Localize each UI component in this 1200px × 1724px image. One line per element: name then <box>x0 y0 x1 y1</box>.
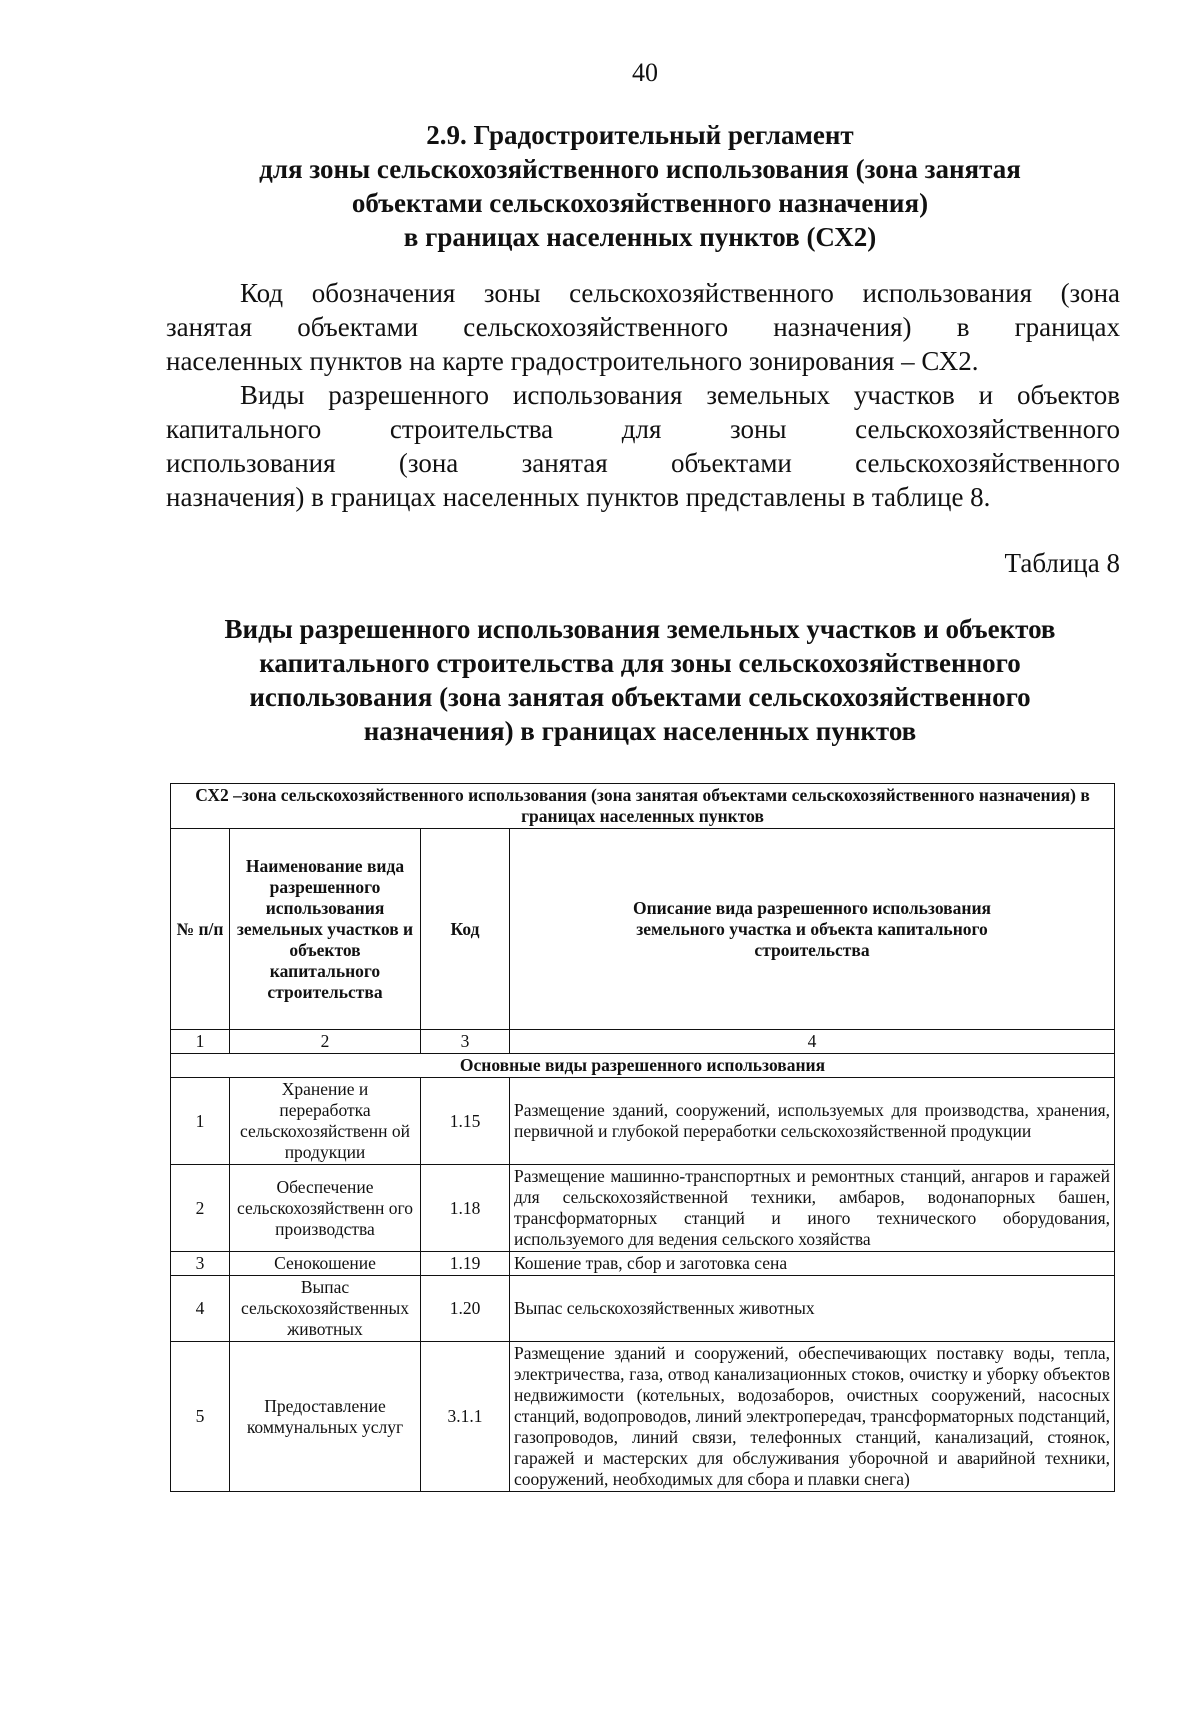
row-number: 3 <box>171 1252 230 1276</box>
table-title-line: капитального строительства для зоны сельскохозяйственного <box>259 648 1021 678</box>
row-number: 4 <box>171 1276 230 1342</box>
page-number: 40 <box>632 58 658 87</box>
col-number: 1 <box>171 1030 230 1054</box>
row-description: Размещение машинно-транспортных и ремонтных станций, ангаров и гаражей для сельскохозяйственной техники, амбаров, водонапорных башен, трансформаторных станций и иного технического оборудования, используемого для ведения сельского хозяйства <box>510 1165 1115 1252</box>
section-title-line: для зоны сельскохозяйственного использования (зона занятая <box>259 154 1021 184</box>
section-row <box>171 1054 1115 1078</box>
table-title-line: Виды разрешенного использования земельных участков и объектов <box>224 614 1056 644</box>
paragraph-line: капитального строительства для зоны сельскохозяйственного <box>166 414 1120 444</box>
table-row <box>171 1165 1115 1252</box>
paragraph-line: занятая объектами сельскохозяйственного назначения) в границах <box>166 312 1120 342</box>
section-title-line: в границах населенных пунктов (СХ2) <box>403 222 877 252</box>
row-description: Выпас сельскохозяйственных животных <box>510 1276 1115 1342</box>
row-code: 3.1.1 <box>421 1342 510 1492</box>
col-number: 4 <box>510 1030 1115 1054</box>
section-title-line: 2.9. Градостроительный регламент <box>426 120 854 150</box>
table-row <box>171 1276 1115 1342</box>
zone-header-cell: СХ2 –зона сельскохозяйственного использования (зона занятая объектами сельскохозяйственного назначения) в границах населенных пунктов <box>171 784 1115 829</box>
section-title-line: объектами сельскохозяйственного назначения) <box>351 188 929 218</box>
header-description: Описание вида разрешенного использования земельного участка и объекта капитального строительства <box>510 829 1115 1030</box>
row-description: Кошение трав, сбор и заготовка сена <box>510 1252 1115 1276</box>
paragraph-line: Виды разрешенного использования земельных участков и объектов <box>240 380 1120 410</box>
row-description: Размещение зданий, сооружений, используемых для производства, хранения, первичной и глубокой переработки сельскохозяйственной продукции <box>510 1078 1115 1165</box>
section-label: Основные виды разрешенного использования <box>171 1054 1115 1078</box>
row-description: Размещение зданий и сооружений, обеспечивающих поставку воды, тепла, электричества, газа, отвод канализационных стоков, очистку и уборку объектов недвижимости (котельных, водозаборов, очистных сооружений, насосных станций, водопроводов, линий электропередач, трансформаторных подстанций, газопроводов, линий связи, телефонных станций, канализаций, стоянок, гаражей и мастерских для обслуживания уборочной и аварийной техники, сооружений, необходимых для сбора и плавки снега) <box>510 1342 1115 1492</box>
section-title <box>160 118 1120 254</box>
paragraph-line: использования (зона занятая объектами сельскохозяйственного <box>166 448 1120 478</box>
row-code: 1.18 <box>421 1165 510 1252</box>
header-num: № п/п <box>171 829 230 1030</box>
table-row <box>171 1252 1115 1276</box>
header-code: Код <box>421 829 510 1030</box>
column-number-row <box>171 1030 1115 1054</box>
row-name: Хранение и переработка сельскохозяйственн ой продукции <box>230 1078 421 1165</box>
table-row <box>171 1078 1115 1165</box>
row-name: Предоставление коммунальных услуг <box>230 1342 421 1492</box>
row-number: 2 <box>171 1165 230 1252</box>
zone-header-row <box>171 784 1115 829</box>
row-code: 1.19 <box>421 1252 510 1276</box>
table-title <box>160 612 1120 748</box>
paragraph-line: назначения) в границах населенных пунктов представлены в таблице 8. <box>166 482 991 512</box>
column-header-row <box>171 829 1115 1030</box>
paragraph-line: населенных пунктов на карте градостроительного зонирования – СХ2. <box>166 346 979 376</box>
zone-code-paragraph <box>166 276 1120 378</box>
row-number: 5 <box>171 1342 230 1492</box>
header-name: Наименование вида разрешенного использования земельных участков и объектов капитального строительства <box>230 829 421 1030</box>
row-number: 1 <box>171 1078 230 1165</box>
permitted-uses-table <box>170 783 1115 1492</box>
row-name: Выпас сельскохозяйственных животных <box>230 1276 421 1342</box>
table-caption: Таблица 8 <box>1004 548 1120 578</box>
table-title-line: использования (зона занятая объектами сельскохозяйственного <box>249 682 1031 712</box>
permitted-uses-paragraph <box>166 378 1120 514</box>
row-code: 1.20 <box>421 1276 510 1342</box>
table-row <box>171 1342 1115 1492</box>
row-name: Обеспечение сельскохозяйственн ого производства <box>230 1165 421 1252</box>
row-code: 1.15 <box>421 1078 510 1165</box>
row-name: Сенокошение <box>230 1252 421 1276</box>
col-number: 3 <box>421 1030 510 1054</box>
table-title-line: назначения) в границах населенных пунктов <box>363 716 917 746</box>
col-number: 2 <box>230 1030 421 1054</box>
paragraph-line: Код обозначения зоны сельскохозяйственного использования (зона <box>240 278 1120 308</box>
